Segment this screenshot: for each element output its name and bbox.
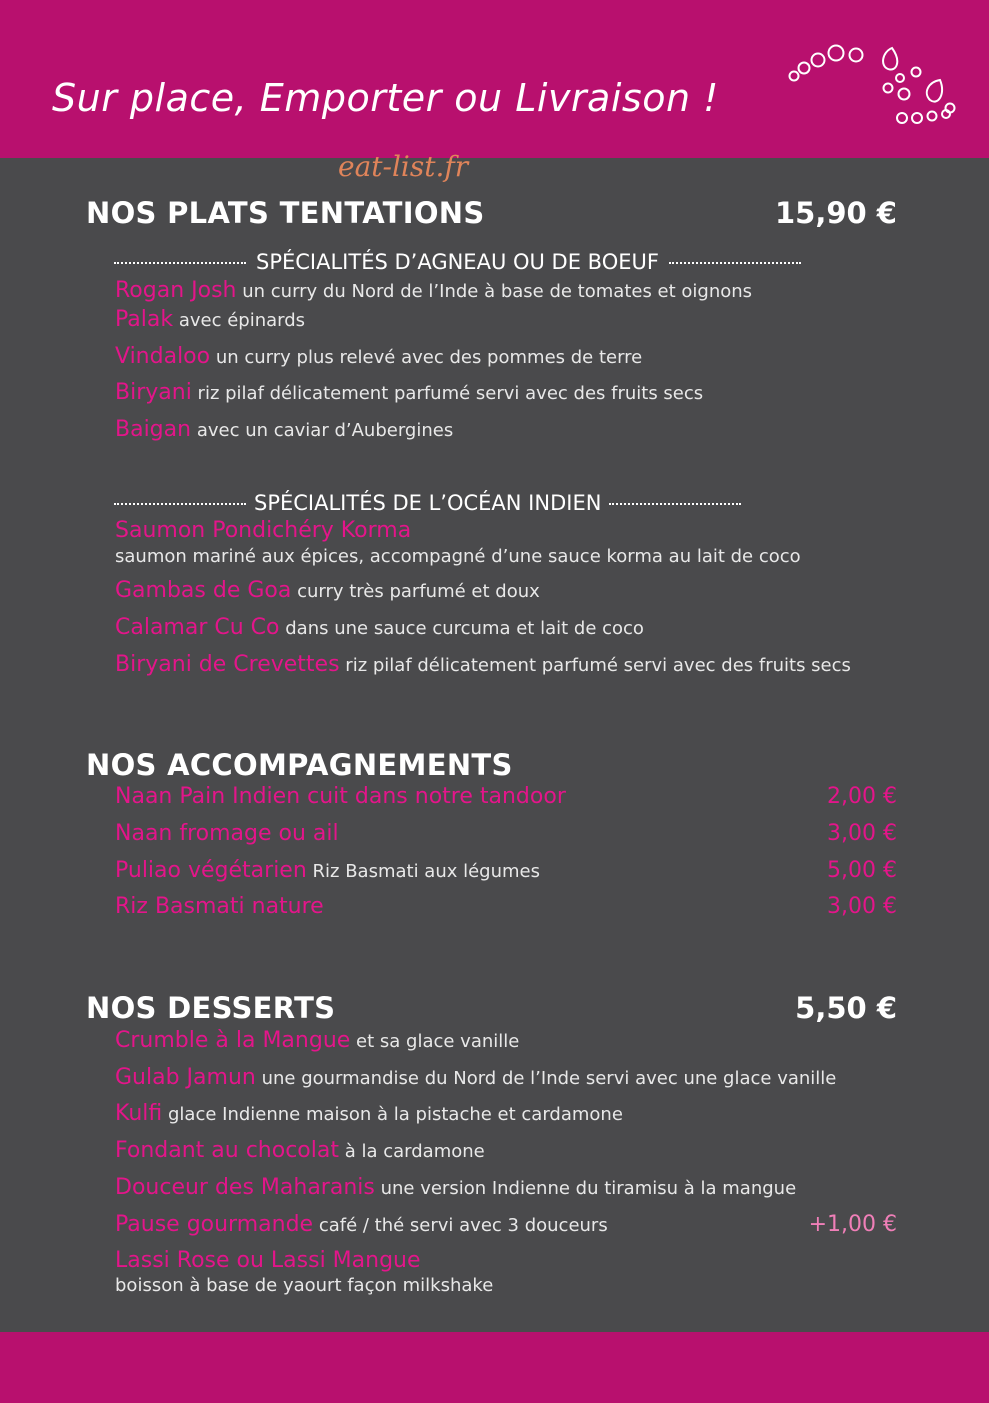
- menu-item: [115, 1028, 519, 1053]
- menu-item: [115, 784, 566, 809]
- item-price: +1,00 €: [808, 1212, 897, 1237]
- menu-item: [115, 652, 851, 677]
- item-desc: Riz Basmati aux légumes: [312, 861, 541, 882]
- menu-item: [115, 821, 339, 846]
- item-desc: et sa glace vanille: [356, 1031, 520, 1052]
- menu-item: [115, 278, 752, 303]
- dotted-rule: [114, 503, 246, 505]
- item-name: Pause gourmande: [115, 1212, 314, 1237]
- item-name: Biryani: [115, 380, 192, 405]
- item-desc: avec un caviar d’Aubergines: [196, 420, 454, 441]
- item-desc: une version Indienne du tiramisu à la mangue: [380, 1178, 797, 1199]
- bubbles-decoration-icon: [780, 38, 960, 133]
- item-desc: un curry plus relevé avec des pommes de terre: [215, 347, 643, 368]
- item-desc: curry très parfumé et doux: [297, 581, 540, 602]
- item-name: Vindaloo: [115, 344, 211, 369]
- footer-band: [0, 1332, 989, 1403]
- menu-item: [115, 1212, 608, 1237]
- item-name: Saumon Pondichéry Korma: [115, 518, 412, 543]
- item-name: Lassi Rose ou Lassi Mangue: [115, 1248, 421, 1273]
- menu-item: [115, 894, 324, 919]
- item-desc: riz pilaf délicatement parfumé servi avec des fruits secs: [345, 655, 851, 676]
- price-desserts: 5,50 €: [795, 991, 897, 1025]
- tagline: Sur place, Emporter ou Livraison !: [52, 76, 719, 120]
- item-name: Naan fromage ou ail: [115, 821, 339, 846]
- item-desc: avec épinards: [178, 310, 306, 331]
- item-name: Naan Pain Indien cuit dans notre tandoor: [115, 784, 566, 809]
- menu-item: [115, 518, 411, 543]
- item-desc: un curry du Nord de l’Inde à base de tomates et oignons: [242, 281, 753, 302]
- menu-item: [115, 1101, 623, 1126]
- item-name: Douceur des Maharanis: [115, 1175, 375, 1200]
- item-price: 2,00 €: [827, 784, 897, 809]
- item-desc: boisson à base de yaourt façon milkshake: [115, 1275, 494, 1296]
- menu-item: [115, 307, 305, 332]
- item-desc: à la cardamone: [344, 1141, 485, 1162]
- menu-item: [115, 858, 540, 883]
- item-name: Riz Basmati nature: [115, 894, 324, 919]
- item-desc: une gourmandise du Nord de l’Inde servi avec une glace vanille: [261, 1068, 837, 1089]
- item-name: Gambas de Goa: [115, 578, 292, 603]
- item-price: 5,00 €: [827, 858, 897, 883]
- subheading-agneau: [114, 250, 801, 274]
- menu-item: [115, 1065, 836, 1090]
- item-desc: saumon mariné aux épices, accompagné d’une sauce korma au lait de coco: [115, 546, 801, 567]
- watermark: eat-list.fr: [338, 150, 469, 183]
- item-name: Fondant au chocolat: [115, 1138, 339, 1163]
- menu-item: [115, 578, 540, 603]
- menu-item: [115, 1138, 485, 1163]
- item-name: Gulab Jamun: [115, 1065, 256, 1090]
- item-desc: riz pilaf délicatement parfumé servi avec des fruits secs: [197, 383, 704, 404]
- menu-item: [115, 1248, 421, 1273]
- item-desc: dans une sauce curcuma et lait de coco: [285, 618, 644, 639]
- section-title-accompagnements: NOS ACCOMPAGNEMENTS: [86, 748, 513, 782]
- dotted-rule: [114, 262, 246, 264]
- item-name: Calamar Cu Co: [115, 615, 280, 640]
- item-name: Baigan: [115, 417, 192, 442]
- subheading-label: SPÉCIALITÉS D’AGNEAU OU DE BOEUF: [256, 250, 659, 274]
- price-plats: 15,90 €: [774, 196, 897, 230]
- item-desc: café / thé servi avec 3 douceurs: [318, 1215, 608, 1236]
- section-title-desserts: NOS DESSERTS: [86, 991, 336, 1025]
- item-name: Crumble à la Mangue: [115, 1028, 351, 1053]
- menu-item: [115, 1175, 796, 1200]
- item-name: Palak: [115, 307, 174, 332]
- item-price: 3,00 €: [827, 894, 897, 919]
- item-name: Puliao végétarien: [115, 858, 307, 883]
- item-name: Rogan Josh: [115, 278, 237, 303]
- item-name: Biryani de Crevettes: [115, 652, 340, 677]
- dotted-rule: [609, 503, 741, 505]
- menu-item: [115, 344, 642, 369]
- menu-item: [115, 615, 644, 640]
- dotted-rule: [669, 262, 801, 264]
- subheading-label: SPÉCIALITÉS DE L’OCÉAN INDIEN: [254, 491, 602, 515]
- item-desc: glace Indienne maison à la pistache et cardamone: [167, 1104, 623, 1125]
- section-title-plats: NOS PLATS TENTATIONS: [86, 196, 485, 230]
- item-name: Kulfi: [115, 1101, 163, 1126]
- menu-item: [115, 380, 703, 405]
- menu-item: [115, 417, 453, 442]
- subheading-ocean: [114, 491, 741, 515]
- item-price: 3,00 €: [827, 821, 897, 846]
